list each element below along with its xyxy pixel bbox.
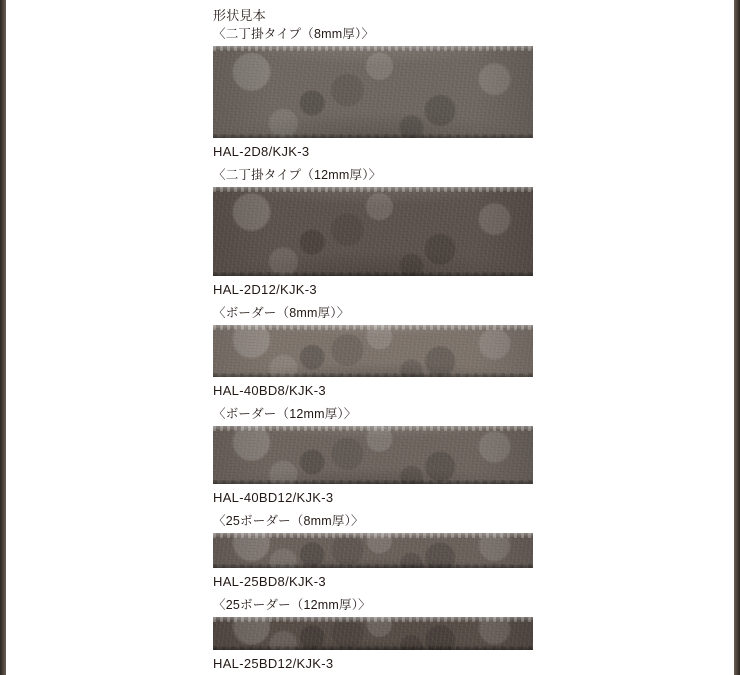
swatch-top-edge — [213, 46, 533, 51]
swatch-bottom-edge — [213, 646, 533, 650]
texture-layer — [213, 187, 533, 276]
sample-swatch-image — [213, 325, 533, 377]
swatch-bottom-edge — [213, 480, 533, 484]
sample-caption: 〈25ボーダー（12mm厚）〉 — [213, 598, 371, 612]
sample-code: HAL-2D12/KJK-3 — [213, 282, 317, 297]
texture-layer — [213, 325, 533, 377]
sample-item — [213, 596, 533, 674]
swatch-top-edge — [213, 325, 533, 330]
page-left-edge-strip — [0, 0, 6, 675]
swatch-bottom-edge — [213, 134, 533, 138]
sample-code: HAL-25BD8/KJK-3 — [213, 574, 326, 589]
sample-swatch-image — [213, 46, 533, 138]
sample-caption: 〈二丁掛タイプ（8mm厚）〉 — [213, 27, 375, 41]
sample-item — [213, 25, 533, 162]
sample-caption: 〈25ボーダー（8mm厚）〉 — [213, 514, 364, 528]
sample-swatch-image — [213, 533, 533, 568]
sample-swatch-image — [213, 617, 533, 650]
swatch-bottom-edge — [213, 272, 533, 276]
sample-code: HAL-2D8/KJK-3 — [213, 144, 310, 159]
sample-code: HAL-40BD8/KJK-3 — [213, 383, 326, 398]
sample-shapes-panel — [213, 6, 533, 674]
swatch-bottom-edge — [213, 564, 533, 568]
page-title: 形状見本 — [213, 8, 266, 23]
sample-item — [213, 304, 533, 401]
texture-layer — [213, 426, 533, 484]
sample-caption: 〈ボーダー（8mm厚）〉 — [213, 306, 350, 320]
texture-layer — [213, 533, 533, 568]
sample-item — [213, 166, 533, 300]
sample-caption: 〈二丁掛タイプ（12mm厚）〉 — [213, 168, 382, 182]
sample-item — [213, 405, 533, 508]
swatch-bottom-edge — [213, 373, 533, 377]
sample-caption: 〈ボーダー（12mm厚）〉 — [213, 407, 357, 421]
page-right-edge-strip — [734, 0, 740, 675]
sample-code: HAL-40BD12/KJK-3 — [213, 490, 334, 505]
sample-swatch-image — [213, 426, 533, 484]
sample-code: HAL-25BD12/KJK-3 — [213, 656, 334, 671]
swatch-top-edge — [213, 617, 533, 622]
swatch-top-edge — [213, 533, 533, 538]
sample-item — [213, 512, 533, 592]
swatch-top-edge — [213, 187, 533, 192]
sample-swatch-image — [213, 187, 533, 276]
swatch-top-edge — [213, 426, 533, 431]
texture-layer — [213, 46, 533, 138]
